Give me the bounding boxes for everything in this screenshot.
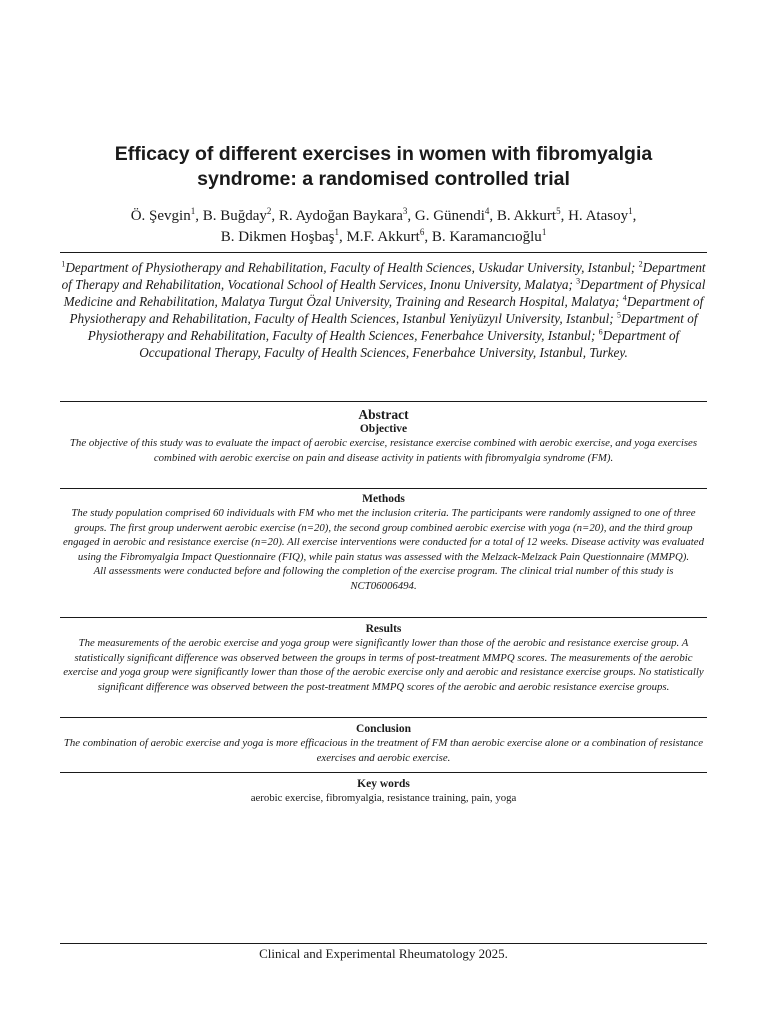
- results-text: The measurements of the aerobic exercise and yoga group were significantly lower than those of the aerobic and resistance exercise group. A statistically significant difference was observed between the groups in terms of post-treatment MMPQ scores. The measurements of the aerobic exercise and yoga group were significantly lower than those of the aerobic exercise only and aerobic and resistance exercise groups. No statistically significant difference was observed between the post-treatment MMPQ scores of the aerobic and aerobic resistance exercise groups.: [63, 637, 704, 693]
- title-line-2: syndrome: a randomised controlled trial: [197, 168, 570, 190]
- author-affiliation-mark: 5: [556, 206, 561, 216]
- affiliation-top-rule: [60, 252, 707, 253]
- author-name: R. Aydoğan Baykara: [278, 208, 403, 224]
- author-name: B. Dikmen Hoşbaş: [220, 229, 335, 245]
- keywords-heading: Key words: [357, 778, 410, 790]
- title-line-1: Efficacy of different exercises in women with fibromyalgia: [114, 143, 653, 165]
- methods-section: [60, 492, 707, 594]
- author-affiliation-mark: 1: [334, 227, 339, 237]
- author-separator: ,: [407, 208, 415, 224]
- author-name: Ö. Şevgin: [130, 208, 191, 224]
- keywords-text: aerobic exercise, fibromyalgia, resistance training, pain, yoga: [250, 792, 517, 804]
- abstract-objective-section: [60, 407, 707, 465]
- affiliation-text: Department of Physical Medicine and Rehabilitation, Malatya Turgut Özal University, Training and Research Hospital, Malatya;: [63, 277, 706, 309]
- author-separator: ,: [424, 229, 432, 245]
- author-affiliation-mark: 4: [484, 206, 490, 216]
- author-line-1: [60, 206, 707, 227]
- abstract-heading: Abstract: [358, 407, 409, 422]
- methods-text-continued: All assessments were conducted before and following the completion of the exercise program. The clinical trial number of this study is NCT06006494.: [93, 565, 674, 592]
- methods-heading: Methods: [362, 493, 405, 505]
- affiliation-text: Department of Therapy and Rehabilitation, Vocational School of Health Services, Inonu University, Malatya;: [61, 260, 706, 292]
- section-divider: [60, 717, 707, 718]
- author-affiliation-mark: 6: [419, 227, 425, 237]
- author-separator: ,: [338, 229, 347, 245]
- paper-title: [60, 142, 707, 192]
- author-affiliation-mark: 1: [541, 227, 547, 237]
- author-list: [60, 206, 707, 248]
- author-separator: ,: [560, 208, 569, 224]
- author-affiliation-mark: 2: [266, 206, 272, 216]
- objective-text: The objective of this study was to evaluate the impact of aerobic exercise, resistance exercise combined with aerobic exercise, and yoga exercises combined with aerobic exercise on pain and disease activity in patients with fibromyalgia syndrome (FM).: [69, 437, 698, 464]
- conclusion-text: The combination of aerobic exercise and yoga is more efficacious in the treatment of FM than aerobic exercise alone or a combination of resistance exercises and aerobic exercise.: [63, 737, 704, 764]
- affiliation-text: Department of Physiotherapy and Rehabilitation, Faculty of Health Sciences, Istanbul Yeniyüzyıl University, Istanbul;: [69, 294, 704, 326]
- affiliation-text: Department of Occupational Therapy, Faculty of Health Sciences, Fenerbahce University, Istanbul, Turkey.: [139, 328, 680, 360]
- objective-heading: Objective: [359, 423, 408, 435]
- results-heading: Results: [365, 623, 402, 635]
- author-affiliation-mark: 1: [190, 206, 196, 216]
- author-line-2: [60, 227, 707, 248]
- affiliation-mark: 5: [616, 310, 621, 320]
- author-name: B. Karamancıoğlu: [431, 229, 542, 245]
- affiliation-mark: 2: [638, 259, 643, 269]
- affiliation-mark: 3: [576, 276, 581, 286]
- abstract-top-rule: [60, 401, 707, 402]
- affiliation-mark: 1: [61, 259, 66, 269]
- author-separator: ,: [632, 208, 637, 224]
- author-separator: ,: [195, 208, 203, 224]
- author-name: G. Günendi: [414, 208, 485, 224]
- author-separator: ,: [271, 208, 279, 224]
- author-affiliation-mark: 1: [628, 206, 633, 216]
- conclusion-heading: Conclusion: [356, 723, 411, 735]
- keywords-section: [60, 777, 707, 806]
- paper-page: [60, 0, 707, 1024]
- affiliation-mark: 6: [598, 327, 603, 337]
- results-section: [60, 622, 707, 694]
- methods-text: The study population comprised 60 individuals with FM who met the inclusion criteria. The participants were randomly assigned to one of three groups. The first group underwent aerobic exercise (n=20), the second group combined aerobic exercise with yoga (n=20), and the third group engaged in aerobic and resistance exercise (n=20). All exercise interventions were conducted for a total of 12 weeks. Disease activity was evaluated using the Fibromyalgia Impact Questionnaire (FIQ), while pain status was assessed with the Melzack-Melzack Pain Questionnaire (MMPQ).: [62, 507, 705, 563]
- affiliation-text: Department of Physiotherapy and Rehabilitation, Faculty of Health Sciences, Fenerbahce University, Istanbul;: [87, 311, 698, 343]
- affiliations: [60, 259, 707, 361]
- author-separator: ,: [489, 208, 497, 224]
- journal-footer: Clinical and Experimental Rheumatology 2025.: [259, 946, 508, 961]
- author-name: M.F. Akkurt: [346, 229, 420, 245]
- author-name: B. Buğday: [202, 208, 267, 224]
- section-divider: [60, 488, 707, 489]
- author-name: H. Atasoy: [568, 208, 629, 224]
- footer-rule: [60, 943, 707, 944]
- conclusion-section: [60, 722, 707, 765]
- affiliation-text: Department of Physiotherapy and Rehabilitation, Faculty of Health Sciences, Uskudar University, Istanbul;: [65, 260, 639, 275]
- section-divider: [60, 772, 707, 773]
- author-affiliation-mark: 3: [402, 206, 408, 216]
- affiliation-mark: 4: [622, 293, 627, 303]
- author-name: B. Akkurt: [496, 208, 557, 224]
- section-divider: [60, 617, 707, 618]
